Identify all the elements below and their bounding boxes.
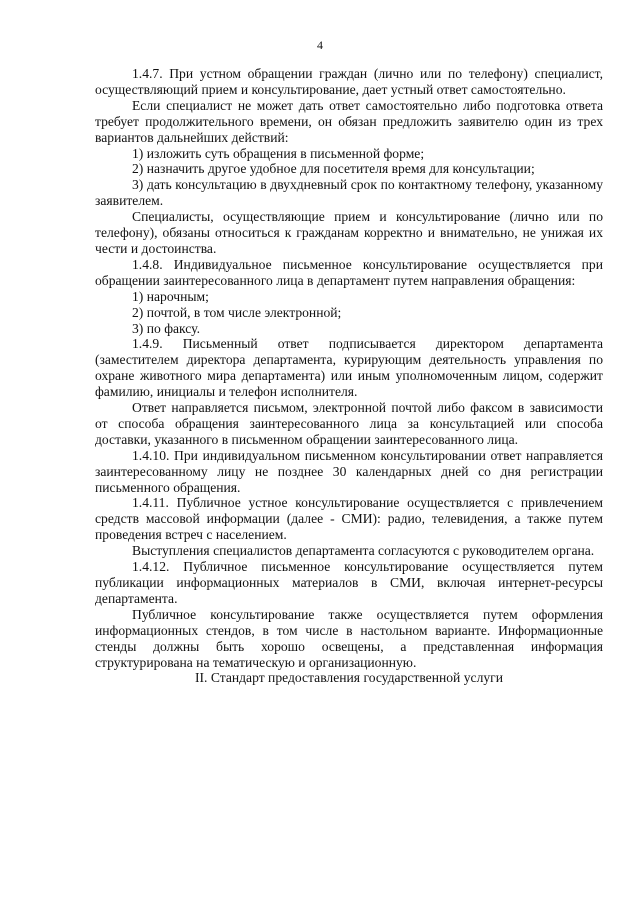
page-number: 4: [317, 38, 323, 52]
paragraph-1-4-11: 1.4.11. Публичное устное консультирование осуществляется с привлечением средств массовой информации (далее - СМИ): радио, телевидения, а также путем проведения встреч с населением.: [95, 495, 603, 543]
paragraph-1-4-8: 1.4.8. Индивидуальное письменное консультирование осуществляется при обращении заинтересованного лица в департамент путем направления обращения:: [95, 256, 603, 288]
paragraph-response-method: Ответ направляется письмом, электронной почтой либо факсом в зависимости от способа обращения заинтересованного лица за консультацией или способа доставки, указанного в письменном обращении заинтересованного лица.: [95, 400, 603, 447]
delivery-item-2: 2) почтой, в том числе электронной;: [132, 304, 342, 320]
option-item-1: 1) изложить суть обращения в письменной форме;: [132, 145, 425, 161]
paragraph-speeches: Выступления специалистов департамента согласуются с руководителем органа.: [132, 543, 595, 559]
option-item-2: 2) назначить другое удобное для посетителя время для консультации;: [132, 161, 535, 177]
paragraph-1-4-7: 1.4.7. При устном обращении граждан (лично или по телефону) специалист, осуществляющий прием и консультирование, дает устный ответ самостоятельно.: [95, 66, 603, 97]
option-item-3: 3) дать консультацию в двухдневный срок по контактному телефону, указанному заявителем.: [95, 177, 603, 209]
section-heading: II. Стандарт предоставления государственной услуги: [194, 670, 503, 686]
delivery-item-3: 3) по факсу.: [132, 320, 200, 336]
paragraph-info-stands: Публичное консультирование также осуществляется путем оформления информационных стендов, в том числе в настольном варианте. Информационные стенды должны быть хорошо освещены, а представленная информация структурирована на тематическую и организационную.: [95, 606, 603, 670]
paragraph-1-4-12: 1.4.12. Публичное письменное консультирование осуществляется путем публикации информационных материалов в СМИ, включая интернет-ресурсы департамента.: [95, 559, 603, 606]
paragraph-specialist-options: Если специалист не может дать ответ самостоятельно либо подготовка ответа требует продолжительного времени, он обязан предложить заявителю один из трех вариантов дальнейших действий:: [95, 97, 603, 145]
delivery-item-1: 1) нарочным;: [132, 288, 209, 304]
paragraph-conduct: Специалисты, осуществляющие прием и консультирование (лично или по телефону), обязаны относиться к гражданам корректно и внимательно, не унижая их чести и достоинства.: [95, 209, 603, 256]
paragraph-1-4-10: 1.4.10. При индивидуальном письменном консультировании ответ направляется заинтересованному лицу не позднее 30 календарных дней со дня регистрации письменного обращения.: [95, 447, 603, 495]
paragraph-1-4-9: 1.4.9. Письменный ответ подписывается директором департамента (заместителем директора департамента, курирующим деятельность управления по охране животного мира департамента) или иным уполномоченным лицом, содержит фамилию, инициалы и телефон исполнителя.: [95, 336, 603, 400]
document-body: [95, 66, 603, 686]
